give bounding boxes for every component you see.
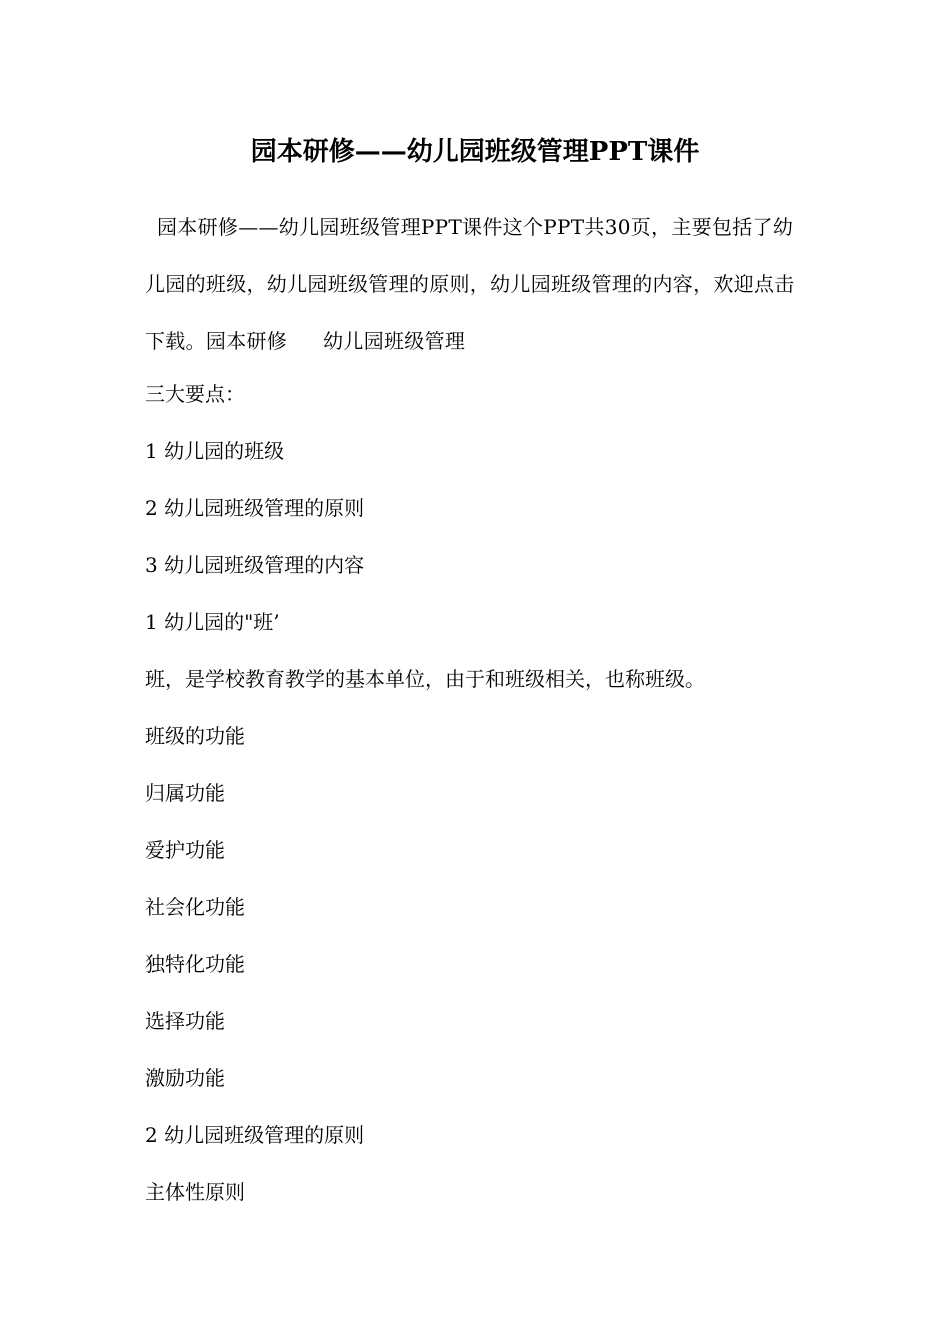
- point-1: 1 幼儿园的班级: [145, 439, 285, 463]
- point-3: 3 幼儿园班级管理的内容: [145, 553, 365, 577]
- function-socialization: 社会化功能: [145, 895, 245, 919]
- section-1-heading: 1 幼儿园的"班’: [145, 610, 280, 634]
- function-care: 爱护功能: [145, 838, 225, 862]
- intro-main-text: 园本研修——幼儿园班级管理PPT课件这个PPT共30页，主要包括了幼儿园的班级，幼儿园班级管理的原则，幼儿园班级管理的内容，欢迎点击下载。园本研修: [145, 215, 795, 353]
- class-functions-heading: 班级的功能: [145, 724, 245, 748]
- intro-tail-text: 幼儿园班级管理: [323, 329, 466, 353]
- function-motivation: 激励功能: [145, 1066, 225, 1090]
- principle-subjectivity: 主体性原则: [145, 1180, 245, 1204]
- class-definition: 班，是学校教育教学的基本单位，由于和班级相关，也称班级。: [145, 667, 705, 691]
- section-2-heading: 2 幼儿园班级管理的原则: [145, 1123, 365, 1147]
- key-points-heading: 三大要点：: [145, 382, 245, 406]
- function-individualization: 独特化功能: [145, 952, 245, 976]
- function-selection: 选择功能: [145, 1009, 225, 1033]
- document-title: 园本研修——幼儿园班级管理PPT课件: [250, 137, 700, 167]
- point-2: 2 幼儿园班级管理的原则: [145, 496, 365, 520]
- intro-paragraph: [145, 199, 810, 370]
- function-belonging: 归属功能: [145, 781, 225, 805]
